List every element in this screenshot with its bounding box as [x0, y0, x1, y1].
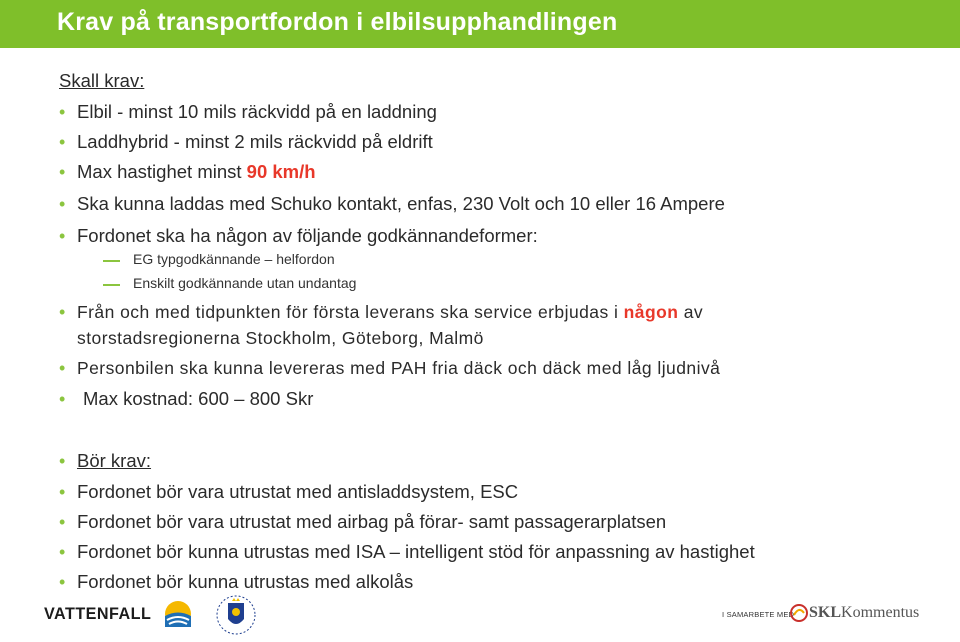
bullet-icon: • — [59, 451, 66, 471]
list-item-text: Personbilen ska kunna levereras med PAH fria däck och däck med låg ljudnivå — [77, 358, 721, 378]
bullet-icon: • — [59, 389, 66, 409]
bullet-icon: • — [59, 482, 66, 502]
list-item-text: Max kostnad: 600 – 800 Skr — [83, 388, 314, 409]
max-speed-text: Max hastighet minst — [77, 161, 247, 182]
page-title: Krav på transportfordon i elbilsupphandlingen — [57, 8, 618, 36]
sub-list-item: EG typgodkännande – helfordon — [133, 251, 335, 267]
list-item-text: Fordonet bör vara utrustat med antisladdsystem, ESC — [77, 481, 519, 502]
list-item-text: Fordonet ska ha någon av följande godkännandeformer: — [77, 225, 538, 246]
bullet-icon: • — [59, 542, 66, 562]
list-item-text: storstadsregionerna Stockholm, Göteborg, Malmö — [77, 328, 484, 348]
list-item-text: Ska kunna laddas med Schuko kontakt, enfas, 230 Volt och 10 eller 16 Ampere — [77, 193, 725, 214]
skl-kommentus-logo — [789, 603, 919, 623]
cooperation-label: I SAMARBETE MED — [722, 610, 795, 619]
bullet-icon: • — [59, 162, 66, 182]
list-item-text: Elbil - minst 10 mils räckvidd på en laddning — [77, 101, 437, 122]
must-heading — [59, 70, 144, 92]
should-heading-text: Bör krav: — [77, 450, 152, 471]
bullet-icon: • — [59, 572, 66, 592]
list-item-text: Fordonet bör kunna utrustas med ISA – intelligent stöd för anpassning av hastighet — [77, 541, 755, 562]
kommentus-text: Kommentus — [841, 604, 920, 621]
bullet-icon: • — [59, 358, 66, 378]
skl-swirl-icon — [789, 603, 809, 623]
vattenfall-logo — [44, 600, 193, 628]
vattenfall-logo-text: VATTENFALL — [44, 604, 152, 623]
list-item-text: Fordonet bör kunna utrustas med alkolås — [77, 571, 414, 592]
bullet-icon: • — [59, 194, 66, 214]
list-item-text: Laddhybrid - minst 2 mils räckvidd på eldrift — [77, 131, 433, 152]
bullet-icon: • — [59, 132, 66, 152]
skl-text: SKL — [809, 604, 842, 621]
dash-icon — [103, 284, 120, 286]
dash-icon — [103, 260, 120, 262]
max-speed-value: 90 km/h — [246, 161, 316, 182]
bullet-icon: • — [59, 512, 66, 532]
service-text-suffix: av — [678, 302, 704, 322]
service-text: Från och med tidpunkten för första leverans ska service erbjudas i — [77, 302, 624, 322]
bullet-icon: • — [59, 226, 66, 246]
stockholm-crest-icon — [208, 593, 264, 637]
vattenfall-sun-icon — [163, 599, 193, 629]
list-item-text: Fordonet bör vara utrustat med airbag på förar- samt passagerarplatsen — [77, 511, 667, 532]
must-heading-text: Skall krav: — [59, 70, 145, 91]
list-item-text — [77, 301, 703, 323]
bullet-icon: • — [59, 302, 66, 322]
service-highlight: någon — [623, 302, 679, 322]
sub-list-item: Enskilt godkännande utan undantag — [133, 275, 357, 291]
list-item-text — [77, 161, 316, 183]
bullet-icon: • — [59, 102, 66, 122]
